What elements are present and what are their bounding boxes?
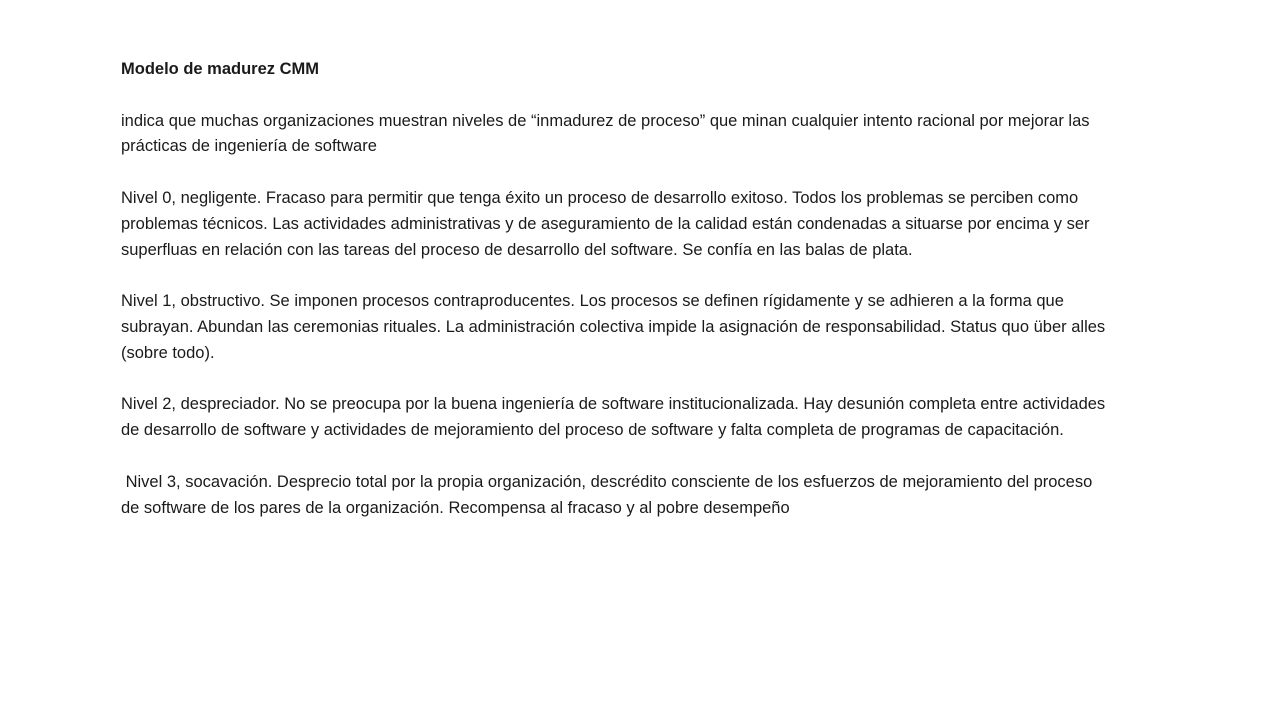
spacer: [121, 83, 1111, 109]
level-0-paragraph: Nivel 0, negligente. Fracaso para permitir que tenga éxito un proceso de desarrollo exitoso. Todos los problemas se perciben como problemas técnicos. Las actividades administrativas y de aseguramiento de la calidad están condenadas a situarse por encima y ser superfluas en relación con las tareas del proceso de desarrollo del software. Se confía en las balas de plata.: [121, 188, 1090, 259]
level-2-paragraph: Nivel 2, despreciador. No se preocupa por la buena ingeniería de software institucionalizada. Hay desunión completa entre actividades de desarrollo de software y actividades de mejoramiento del proceso de software y falta completa de programas de capacitación.: [121, 395, 1106, 440]
slide-content: [121, 57, 1111, 521]
slide-title: Modelo de madurez CMM: [121, 60, 320, 78]
spacer: [121, 444, 1111, 470]
spacer: [121, 367, 1111, 393]
spacer: [121, 263, 1111, 289]
level-1-paragraph: Nivel 1, obstructivo. Se imponen procesos contraproducentes. Los procesos se definen rígidamente y se adhieren a la forma que subrayan. Abundan las ceremonias rituales. La administración colectiva impide la asignación de responsabilidad. Status quo über alles (sobre todo).: [121, 292, 1106, 362]
level-3-paragraph: Nivel 3, socavación. Desprecio total por la propia organización, descrédito consciente de los esfuerzos de mejoramiento del proceso de software de los pares de la organización. Recompensa al fracaso y al pobre desempeño: [121, 472, 1097, 517]
spacer: [121, 160, 1111, 186]
intro-paragraph: indica que muchas organizaciones muestran niveles de “inmadurez de proceso” que minan cualquier intento racional por mejorar las prácticas de ingeniería de software: [121, 111, 1090, 156]
